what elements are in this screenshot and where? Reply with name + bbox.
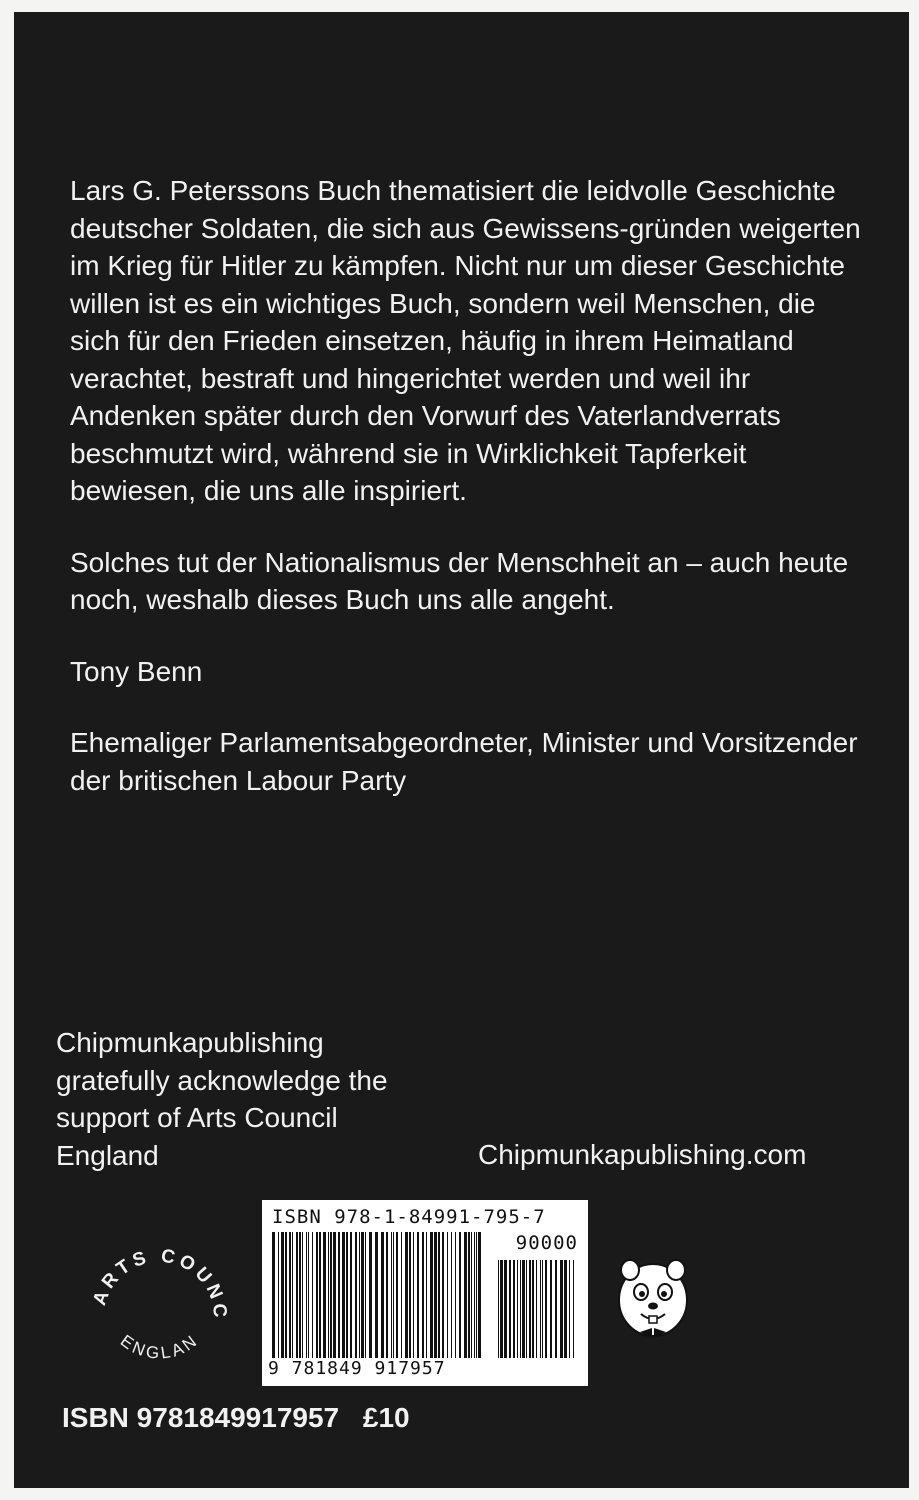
barcode-bar (330, 1232, 332, 1358)
barcode-bar (391, 1232, 392, 1358)
barcode-digits: 9 781849 917957 (268, 1358, 446, 1379)
barcode-bar (464, 1232, 467, 1358)
barcode-bar (545, 1260, 547, 1358)
blurb-paragraph-1: Lars G. Peterssons Buch thematisiert die leidvolle Geschichte deutscher Soldaten, die sich aus Gewissens-gründen weigerten im Krieg für Hitler zu kämpfen. Nicht nur um dieser Geschichte willen ist es ein wichtiges Buch, sondern weil Menschen, die sich für den Frieden einsetzen, häufig in ihrem Heimatland verachtet, bestraft und hingerichtet werden und weil ihr Andenken später durch den Vorwurf des Vaterlandverrats beschmutzt wird, während sie in Wirklichkeit Tapferkeit bewiesen, die uns alle inspiriert. (70, 175, 861, 506)
barcode-bar (319, 1232, 321, 1358)
barcode-bar (323, 1232, 326, 1358)
barcode-bar (573, 1260, 574, 1358)
barcode-bar (285, 1232, 287, 1358)
barcode-bar (401, 1232, 402, 1358)
barcode-bar (405, 1232, 408, 1358)
barcode-bar (455, 1232, 456, 1358)
barcode-bar (312, 1232, 313, 1358)
barcode-bar (302, 1232, 303, 1358)
barcode-bar (355, 1232, 357, 1358)
barcode-bar (500, 1260, 503, 1358)
barcode-bar (526, 1260, 527, 1358)
footer-price: £10 (362, 1402, 410, 1433)
barcode-bar (365, 1232, 366, 1358)
barcode-bar (338, 1232, 340, 1358)
blurb-author: Tony Benn (70, 655, 203, 687)
barcode-bar (350, 1232, 352, 1358)
barcode-bar (442, 1232, 444, 1358)
barcode-bar (468, 1232, 470, 1358)
barcode-bar (529, 1260, 531, 1358)
barcode-addon-bars (498, 1260, 578, 1358)
barcode-bar (272, 1232, 275, 1358)
barcode-bar (532, 1260, 534, 1358)
barcode-bar (278, 1232, 279, 1358)
barcode-bar (281, 1232, 284, 1358)
barcode-bar (540, 1260, 541, 1358)
publisher-acknowledgement: Chipmunkapublishing gratefully acknowledge the support of Arts Council England (56, 1027, 388, 1171)
barcode-bar (555, 1260, 557, 1358)
barcode-bar (569, 1260, 570, 1358)
barcode-bar (386, 1232, 388, 1358)
barcode-bar (434, 1232, 437, 1358)
barcode-bar (296, 1232, 298, 1358)
barcode-bar (369, 1232, 372, 1358)
barcode-bar (417, 1232, 419, 1358)
barcode-bar (328, 1232, 329, 1358)
publisher-website: Chipmunkapublishing.com (478, 1139, 807, 1170)
arts-council-bottom-text: ENGLAN (116, 1330, 203, 1363)
barcode-bar (522, 1260, 525, 1358)
barcode-bar (292, 1232, 293, 1358)
barcode-bar (359, 1232, 360, 1358)
barcode-bar (476, 1232, 477, 1358)
barcode-bar (426, 1232, 427, 1358)
barcode-bar (498, 1260, 499, 1358)
barcode-bar (536, 1260, 537, 1358)
barcode-bar (564, 1260, 567, 1358)
footer-isbn-price (62, 1402, 426, 1434)
barcode-bar (393, 1232, 394, 1358)
blurb (70, 172, 870, 833)
barcode-bar (517, 1260, 518, 1358)
barcode-bar (438, 1232, 440, 1358)
barcode-bar (474, 1232, 475, 1358)
barcode-bars (272, 1232, 482, 1358)
barcode-bar (509, 1260, 511, 1358)
barcode-price-code: 90000 (515, 1232, 578, 1254)
barcode-bar (308, 1232, 309, 1358)
barcode-bar (306, 1232, 307, 1358)
blurb-author-title: Ehemaliger Parlamentsabgeordneter, Minister und Vorsitzender der britischen Labour Party (70, 727, 858, 796)
barcode-bar (289, 1232, 291, 1358)
arts-council-logo-icon (74, 1222, 244, 1392)
barcode-bar (520, 1260, 521, 1358)
barcode-bar (342, 1232, 345, 1358)
barcode (262, 1200, 588, 1386)
barcode-bar (316, 1232, 318, 1358)
barcode-bar (471, 1232, 472, 1358)
barcode-bar (430, 1232, 433, 1358)
arts-council-top-text: ARTS COUNC (89, 1245, 231, 1323)
barcode-bar (422, 1232, 424, 1358)
barcode-bar (361, 1232, 364, 1358)
barcode-bar (381, 1232, 384, 1358)
barcode-bar (409, 1232, 411, 1358)
barcode-bar (375, 1232, 378, 1358)
blurb-paragraph-2: Solches tut der Nationalismus der Menschheit an – auch heute noch, weshalb dieses Buch uns alle angeht. (70, 546, 849, 615)
barcode-bar (447, 1232, 448, 1358)
footer-isbn: ISBN 9781849917957 (62, 1402, 340, 1433)
chipmunk-logo-icon (610, 1250, 696, 1346)
barcode-bar (560, 1260, 563, 1358)
barcode-bar (346, 1232, 348, 1358)
barcode-bar (513, 1260, 515, 1358)
barcode-bar (459, 1232, 461, 1358)
barcode-bar (451, 1232, 452, 1358)
barcode-bar (396, 1232, 398, 1358)
barcode-bar (478, 1232, 481, 1358)
barcode-bar (542, 1260, 543, 1358)
barcode-bar (413, 1232, 414, 1358)
barcode-bar (299, 1232, 301, 1358)
book-back-cover (14, 12, 909, 1488)
barcode-isbn-text: ISBN 978-1-84991-795-7 (272, 1206, 546, 1228)
barcode-bar (333, 1232, 336, 1358)
barcode-bar (550, 1260, 552, 1358)
barcode-bar (504, 1260, 507, 1358)
